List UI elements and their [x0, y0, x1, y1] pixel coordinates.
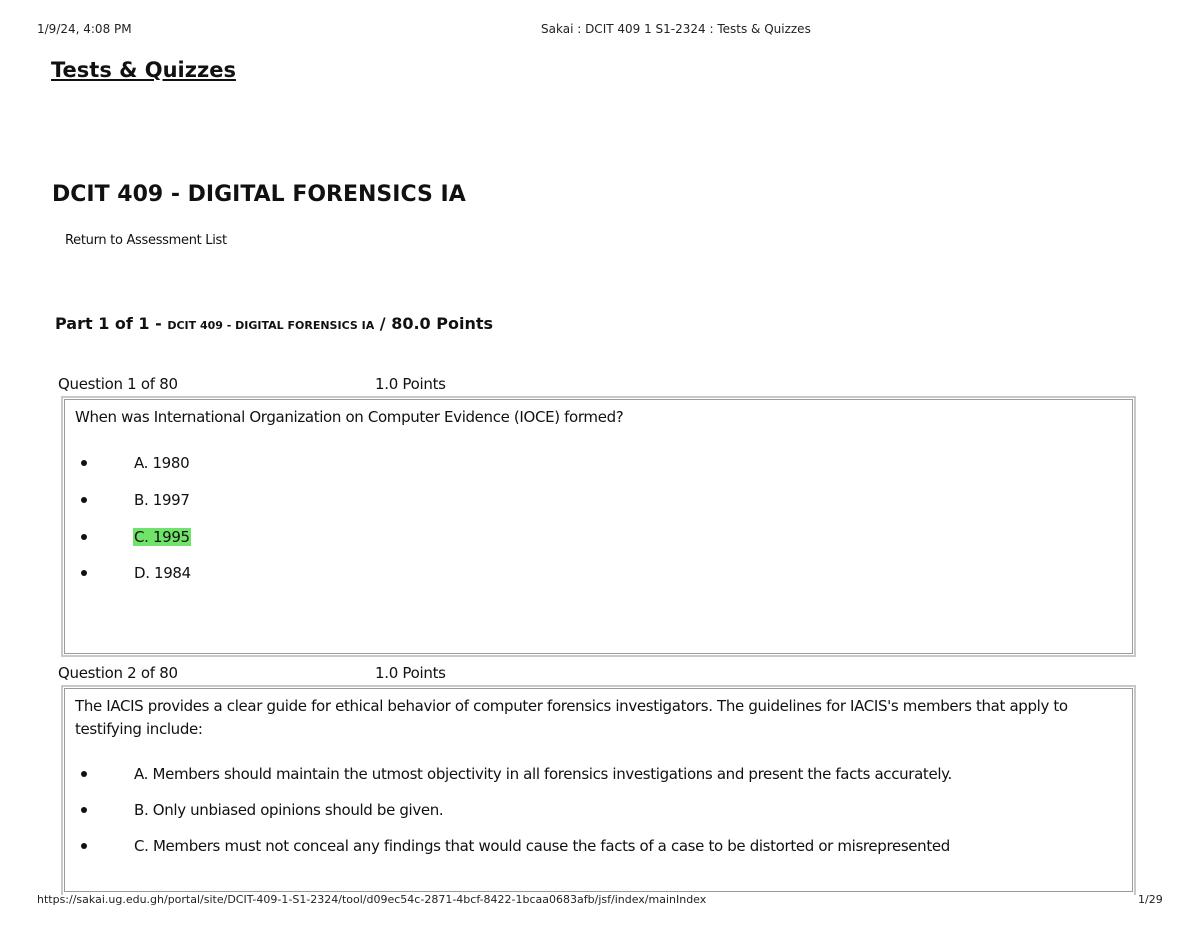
question-box	[61, 685, 1136, 895]
part-heading	[55, 314, 493, 333]
answer-choice	[77, 562, 192, 584]
question-box	[61, 396, 1136, 657]
answer-choice	[77, 452, 190, 474]
part-points: / 80.0 Points	[374, 314, 494, 333]
answer-choice	[77, 835, 951, 857]
bullet-icon	[81, 807, 87, 813]
print-datetime: 1/9/24, 4:08 PM	[37, 22, 132, 36]
tool-title[interactable]: Tests & Quizzes	[51, 58, 236, 82]
answer-choice	[77, 489, 191, 511]
answer-choice-label: A. Members should maintain the utmost objectivity in all forensics investigations and present the facts accurately.	[134, 765, 952, 783]
part-name: DCIT 409 - DIGITAL FORENSICS IA	[167, 319, 375, 332]
print-url: https://sakai.ug.edu.gh/portal/site/DCIT-409-1-S1-2324/tool/d09ec54c-2871-4bcf-8422-1bcaa0683afb/jsf/index/mainIndex	[37, 893, 707, 906]
answer-choice-correct	[77, 526, 191, 548]
bullet-icon	[81, 771, 87, 777]
question-text: When was International Organization on Computer Evidence (IOCE) formed?	[75, 408, 624, 426]
print-page-number: 1/29	[1138, 893, 1163, 906]
bullet-icon	[81, 460, 87, 466]
question-number: Question 1 of 80	[58, 375, 178, 393]
answer-choice-label: D. 1984	[134, 564, 191, 582]
bullet-icon	[81, 534, 87, 540]
answer-choice-label: B. Only unbiased opinions should be given.	[134, 801, 444, 819]
bullet-icon	[81, 843, 87, 849]
answer-choice-label: A. 1980	[134, 454, 190, 472]
answer-choice-label: C. Members must not conceal any findings that would cause the facts of a case to be distorted or misrepresented	[134, 837, 950, 855]
bullet-icon	[81, 570, 87, 576]
bullet-icon	[81, 497, 87, 503]
question-number: Question 2 of 80	[58, 664, 178, 682]
question-points: 1.0 Points	[375, 664, 446, 682]
return-to-assessment-list-link[interactable]: Return to Assessment List	[65, 233, 227, 248]
answer-choice	[77, 799, 444, 821]
part-label: Part 1 of 1 -	[55, 314, 168, 333]
answer-choice	[77, 763, 953, 785]
answer-choice-label-correct: C. 1995	[134, 528, 190, 546]
question-points: 1.0 Points	[375, 375, 446, 393]
print-page-title: Sakai : DCIT 409 1 S1-2324 : Tests & Quizzes	[541, 22, 811, 36]
question-text: The IACIS provides a clear guide for ethical behavior of computer forensics investigators. The guidelines for IACIS's members that apply to testifying include:	[75, 697, 1068, 738]
course-title: DCIT 409 - DIGITAL FORENSICS IA	[52, 182, 466, 207]
answer-choice-label: B. 1997	[134, 491, 190, 509]
